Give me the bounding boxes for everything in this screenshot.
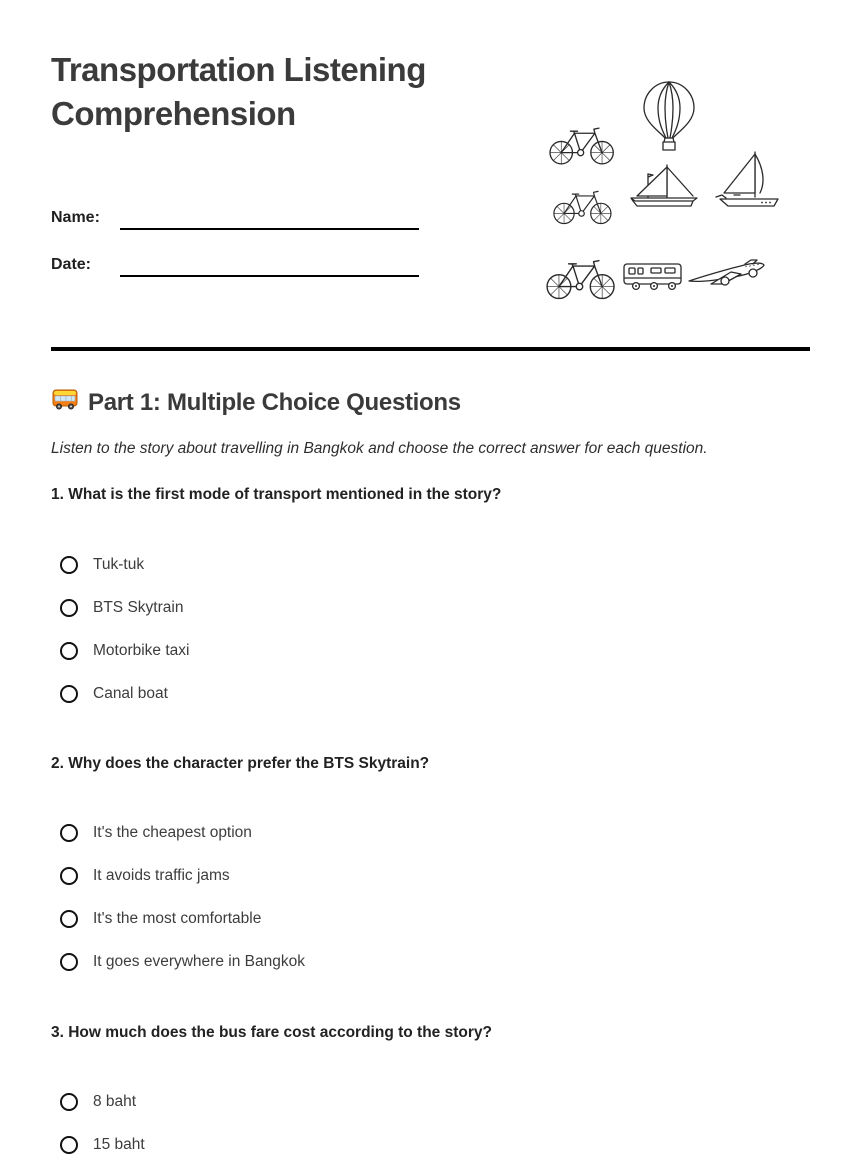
bicycle-icon xyxy=(554,191,611,223)
radio-button[interactable] xyxy=(60,1136,78,1154)
question-3: 3. How much does the bus fare cost according to the story? xyxy=(51,1024,492,1041)
option-label: It's the most comfortable xyxy=(93,909,262,927)
option-label: BTS Skytrain xyxy=(93,598,184,616)
option-label: 8 baht xyxy=(93,1092,137,1110)
q1-option-2[interactable] xyxy=(60,596,183,619)
question-2: 2. Why does the character prefer the BTS Skytrain? xyxy=(51,755,430,772)
radio-button[interactable] xyxy=(60,910,78,928)
radio-button[interactable] xyxy=(60,867,78,885)
option-label: Motorbike taxi xyxy=(93,641,190,659)
bicycle-icon xyxy=(547,261,614,299)
radio-button[interactable] xyxy=(60,599,78,617)
bicycle-icon xyxy=(550,128,613,164)
q1-option-1[interactable] xyxy=(60,553,144,576)
option-label: Tuk-tuk xyxy=(93,555,145,573)
section-divider xyxy=(51,347,810,351)
radio-button[interactable] xyxy=(60,1093,78,1111)
part1-title: Part 1: Multiple Choice Questions xyxy=(88,388,461,416)
radio-button[interactable] xyxy=(60,642,78,660)
q2-option-2[interactable] xyxy=(60,864,230,887)
radio-button[interactable] xyxy=(60,685,78,703)
q2-option-3[interactable] xyxy=(60,907,261,930)
option-label: It avoids traffic jams xyxy=(93,866,230,884)
q3-option-1[interactable] xyxy=(60,1090,136,1113)
bus-emoji-icon xyxy=(51,386,79,419)
name-label: Name: xyxy=(51,209,100,226)
q1-option-4[interactable] xyxy=(60,682,168,705)
option-label: It's the cheapest option xyxy=(93,823,252,841)
date-field[interactable] xyxy=(120,251,419,277)
sailboat-icon xyxy=(631,165,697,206)
name-row xyxy=(51,204,419,230)
option-label: It goes everywhere in Bangkok xyxy=(93,952,305,970)
date-label: Date: xyxy=(51,256,92,273)
question-1: 1. What is the first mode of transport mentioned in the story? xyxy=(51,486,502,503)
q3-option-2[interactable] xyxy=(60,1133,145,1156)
radio-button[interactable] xyxy=(60,824,78,842)
q2-option-1[interactable] xyxy=(60,821,252,844)
part1-heading xyxy=(51,386,461,419)
name-field[interactable] xyxy=(120,204,419,230)
radio-button[interactable] xyxy=(60,556,78,574)
date-row xyxy=(51,251,419,277)
option-label: Canal boat xyxy=(93,684,168,702)
airplane-icon xyxy=(689,260,764,285)
radio-button[interactable] xyxy=(60,953,78,971)
hot-air-balloon-icon xyxy=(644,82,694,150)
sailboat-icon xyxy=(716,152,778,206)
q1-option-3[interactable] xyxy=(60,639,189,662)
option-label: 15 baht xyxy=(93,1135,145,1153)
page-title: Transportation Listening Comprehension xyxy=(51,51,426,132)
q2-option-4[interactable] xyxy=(60,950,305,973)
bus-icon xyxy=(624,264,681,289)
transport-illustration xyxy=(543,78,785,307)
part1-instruction: Listen to the story about travelling in Bangkok and choose the correct answer for each question. xyxy=(51,440,708,457)
